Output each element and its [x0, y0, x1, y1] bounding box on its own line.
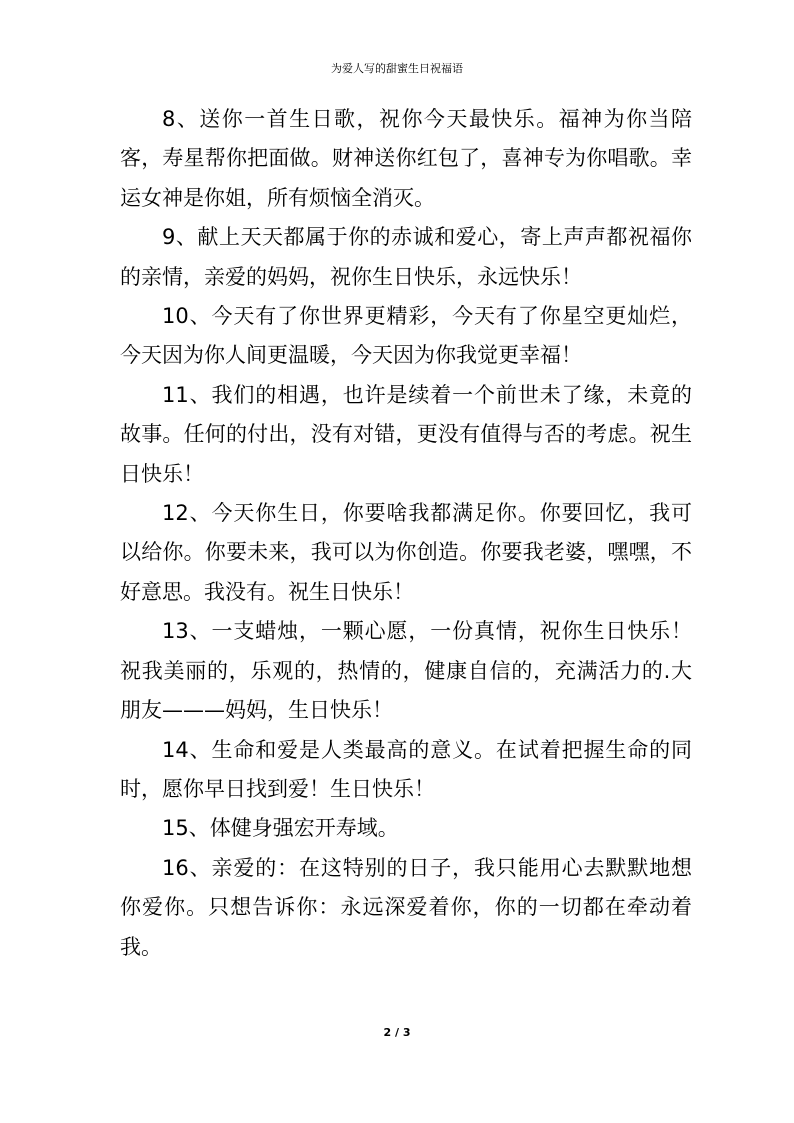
page-number: 2 / 3 [383, 1026, 411, 1039]
paragraph-13: 13、一支蜡烛，一颗心愿，一份真情，祝你生日快乐！祝我美丽的，乐观的，热情的，健康自信的，充满活力的.大朋友———妈妈，生日快乐！ [120, 619, 692, 723]
document-body [120, 100, 692, 967]
paragraph-8: 8、送你一首生日歌，祝你今天最快乐。福神为你当陪客，寿星帮你把面做。财神送你红包了，喜神专为你唱歌。幸运女神是你姐，所有烦恼全消灭。 [120, 107, 692, 210]
page-header-title: 为爱人写的甜蜜生日祝福语 [331, 62, 463, 75]
paragraph-10: 10、今天有了你世界更精彩，今天有了你星空更灿烂，今天因为你人间更温暖，今天因为你我觉更幸福！ [120, 304, 692, 368]
paragraph-9: 9、献上天天都属于你的赤诚和爱心，寄上声声都祝福你的亲情，亲爱的妈妈，祝你生日快乐，永远快乐！ [120, 225, 692, 289]
paragraph-12: 12、今天你生日，你要啥我都满足你。你要回忆，我可以给你。你要未来，我可以为你创造。你要我老婆，嘿嘿，不好意思。我没有。祝生日快乐！ [120, 501, 692, 604]
paragraph-16: 16、亲爱的：在这特别的日子，我只能用心去默默地想你爱你。只想告诉你：永远深爱着你，你的一切都在牵动着我。 [120, 855, 692, 959]
paragraph-11: 11、我们的相遇，也许是续着一个前世未了缘，未竟的故事。任何的付出，没有对错，更没有值得与否的考虑。祝生日快乐！ [120, 382, 692, 486]
paragraph-14: 14、生命和爱是人类最高的意义。在试着把握生命的同时，愿你早日找到爱！生日快乐！ [120, 737, 692, 801]
paragraph-15: 15、体健身强宏开寿域。 [162, 816, 399, 841]
